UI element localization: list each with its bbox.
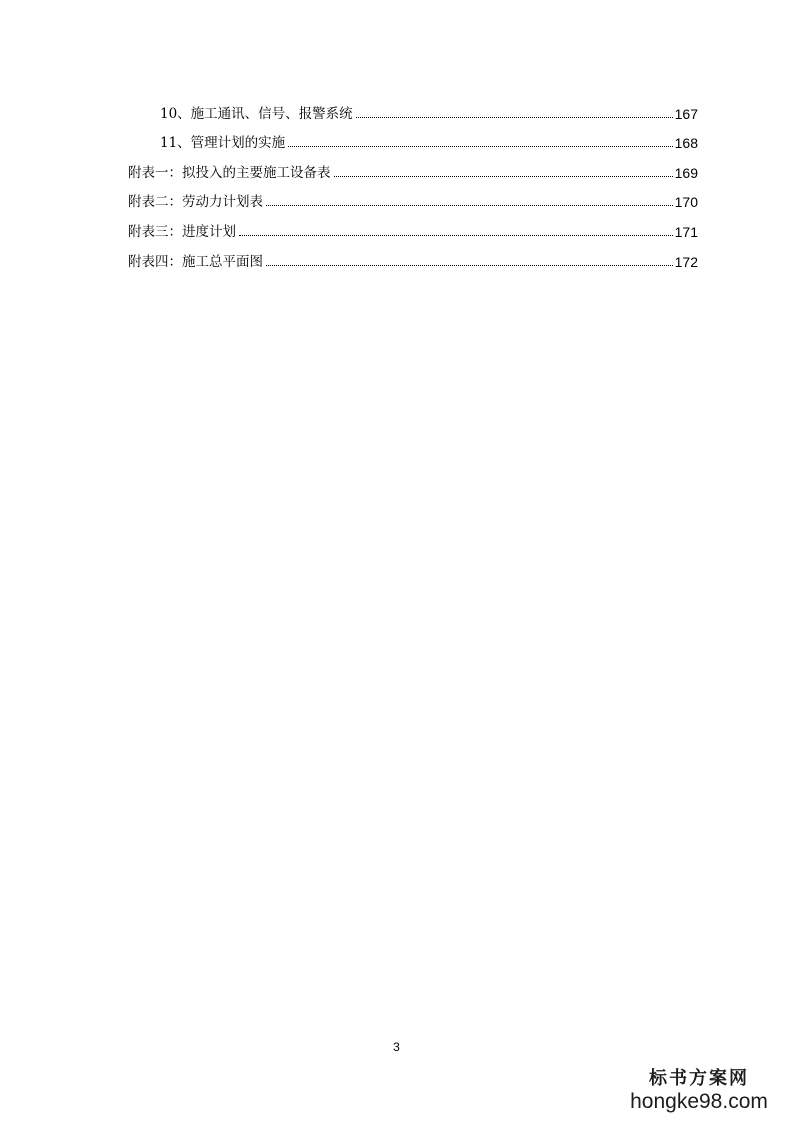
watermark-title: 标书方案网 <box>649 1068 749 1089</box>
toc-dot-leader <box>356 116 673 118</box>
toc-entry-label: 附表四：施工总平面图 <box>128 254 263 270</box>
toc-entry-page: 168 <box>674 135 698 151</box>
toc-dot-leader <box>288 145 672 147</box>
page-number: 3 <box>393 1040 400 1054</box>
watermark-logo <box>619 1068 779 1114</box>
toc-entry-page: 170 <box>674 194 698 210</box>
toc-entry-label: 附表三：进度计划 <box>128 224 236 240</box>
toc-dot-leader <box>266 264 673 266</box>
toc-entry[interactable] <box>160 130 698 152</box>
toc-entry[interactable] <box>160 101 698 123</box>
toc-entry[interactable] <box>128 189 698 211</box>
toc-entry-label: 附表一：拟投入的主要施工设备表 <box>128 165 331 181</box>
watermark-url: hongke98.com <box>630 1090 768 1113</box>
toc-entry-page: 171 <box>674 224 698 240</box>
toc-entry-label: 10、施工通讯、信号、报警系统 <box>160 106 353 122</box>
toc-entry-label: 附表二：劳动力计划表 <box>128 194 263 210</box>
toc-entry[interactable] <box>128 219 698 241</box>
toc-entry-page: 172 <box>674 254 698 270</box>
toc-dot-leader <box>239 234 673 236</box>
toc-dot-leader <box>334 175 673 177</box>
toc-entry[interactable] <box>128 160 698 182</box>
toc-entry-page: 169 <box>674 165 698 181</box>
toc-entry[interactable] <box>128 249 698 271</box>
toc-entry-page: 167 <box>674 106 698 122</box>
toc-entry-label: 11、管理计划的实施 <box>160 135 286 151</box>
toc-dot-leader <box>266 204 673 206</box>
